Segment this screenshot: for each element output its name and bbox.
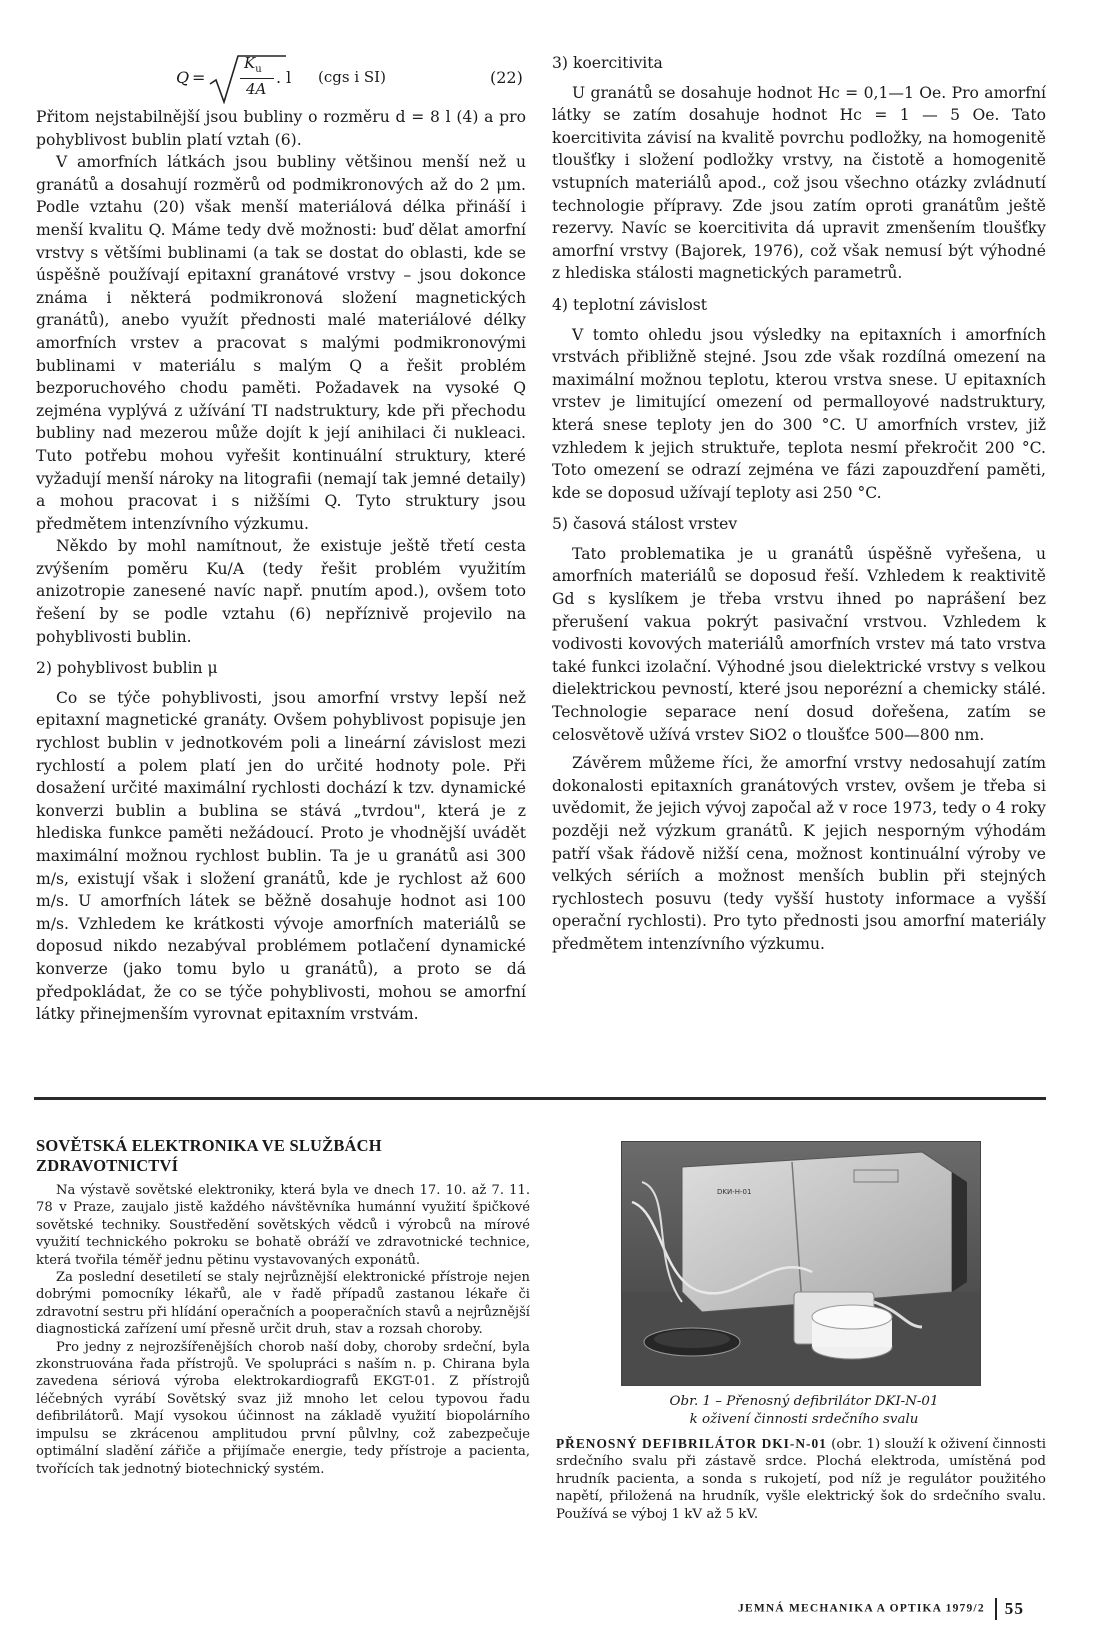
formula-denominator: 4A: [246, 80, 267, 98]
section-heading: 5) časová stálost vrstev: [552, 515, 738, 534]
paragraph: Někdo by mohl namítnout, že existuje ještě třetí cesta zvýšením poměru Ku/A (tedy řešit problém využitím anizotropie zanesené navíc např. pnutím apod.), ovšem toto řešení by se podle vztahu (6) nepříznivě projevilo na pohyblivosti bublin.: [36, 537, 526, 646]
formula-times-l: . l: [276, 68, 292, 87]
paragraph: V amorfních látkách jsou bubliny většinou menší než u granátů a dosahují rozměrů od podmikronových až do 2 μm. Podle vztahu (20) však menší materiálová délka přináší i menší kvalitu Q. Máme tedy dvě možnosti: buď dělat amorfní vrstvy s většími bublinami (a tak se dostat do oblasti, kde se úspěšně používají epitaxní granátové vrstvy – jsou dokonce známa i některá podmikronová složení magnetických granátů), anebo využít přednosti malé materiálové délky amorfních vrstev a pracovat s malými podmikronovými bublinami v materiálu s malým Q a řešit problém bezporuchového chodu paměti. Požadavek na vysoké Q zejména vyplývá z užívání TI nadstruktury, kde při přechodu bubliny nad mezerou může dojít k její anihilaci či nukleaci. Tuto potřebu mohou vyřešit kontinuální struktury, které vyžadují menší nároky na litografii (nemají tak jemné detaily) a mohou pracovat i s nižšími Q. Tyto struktury jsou předmětem intenzívního výzkumu.: [36, 153, 526, 533]
paragraph: U granátů se dosahuje hodnot Hc = 0,1—1 Oe. Pro amorfní látky se zatím dosahuje hodnot Hc = 1 — 5 Oe. Tato koercitivita závisí na kvalitě povrchu podložky, na homogenitě tloušťky i složení podložky vrstvy, na čistotě a homogenitě vstupních materiálů apod., což jsou všechno otázky zvládnutí technologie přípravy. Zde jsou zatím oproti granátům ještě rezervy. Navíc se koercitivita dá upravit zmenšením tloušťky amorfní vrstvy (Bajorek, 1976), což však nemusí být výhodné z hlediska stálosti magnetických parametrů.: [552, 83, 1046, 283]
formula-equals: =: [192, 68, 206, 87]
journal-name: JEMNÁ MECHANIKA A OPTIKA 1979/2: [738, 1602, 985, 1615]
figure-caption: [560, 1393, 1048, 1429]
paragraph: Přitom nejstabilnější jsou bubliny o rozměru d = 8 l (4) a pro pohyblivost bublin platí vztah (6).: [36, 108, 526, 149]
formula-units: (cgs i SI): [318, 68, 386, 86]
device-name: PŘENOSNÝ DEFIBRILÁTOR DKI-N-01: [556, 1436, 827, 1451]
paragraph: Za poslední desetiletí se staly nejrůznější elektronické přístroje nejen dobrými pomocníky lékařů, ale v řadě případů zastanou lékaře či zdravotní sestru při hlídání operačních a pooperačních stavů a nejrůznější diagnostická zařízení umí přesně určit druh, stav a rozsah choroby.: [36, 1270, 530, 1338]
paragraph: Na výstavě sovětské elektroniky, která byla ve dnech 17. 10. až 7. 11. 78 v Praze, zaujalo jistě každého návštěvníka humánní využití špičkové sovětské techniky. Soustředění sovětských vědců i výrobců na mírové využití technického pokroku se bohatě obráží ve zdravotnické technice, která tvořila téměř jednu pětinu vystavovaných exponátů.: [36, 1183, 530, 1268]
page-footer: [738, 1598, 1024, 1622]
left-column: [36, 106, 526, 1026]
caption-line: k oživení činnosti srdečního svalu: [689, 1412, 919, 1427]
paragraph: Pro jedny z nejrozšířenějších chorob naší doby, choroby srdeční, byla zkonstruována řada přístrojů. Ve spolupráci s naším n. p. Chirana byla zavedena sériová výroba elektrokardiografů EKGT-01. Z přístrojů léčebných vyrábí Sovětský svaz již mnoho let celou typovou řadu defibrilátorů. Mají vysokou účinnost na základě využití biopolárního impulsu se zkrácenou amplitudou první půlvlny, což zabezpečuje optimální sladění zářiče a přijímače energie, tedy přístroje a pacienta, tvořících tak jednotný biotechnický systém.: [36, 1339, 530, 1477]
formula-numerator: $K_u$: [244, 54, 262, 75]
formula-22: [36, 54, 526, 104]
paragraph: Tato problematika je u granátů úspěšně vyřešena, u amorfních materiálů se doposud řeší. Vzhledem k reaktivitě Gd s kyslíkem je třeba vrstvu ihned po naprášení bez přerušení vakua pokrýt pasivační vrstvou. Vzhledem k vodivosti kovových materiálů amorfních vrstev má tato vrstva také funkci izolační. Výhodné jsou dielektrické vrstvy s velkou dielektrickou pevností, které jsou neporézní a chemicky stálé. Technologie separace není dosud dořešena, zatím se celosvětově užívá vrstev SiO2 o tloušťce 500—800 nm.: [552, 544, 1046, 744]
defibrillator-description: [556, 1435, 1046, 1523]
footer-separator: [995, 1598, 997, 1620]
paragraph: Co se týče pohyblivosti, jsou amorfní vrstvy lepší než epitaxní magnetické granáty. Ovšem pohyblivost popisuje jen rychlost bublin v jednotkovém poli a lineární závislost mezi rychlostí a polem platí jen do určité hodnoty pole. Při dosažení určité maximální rychlosti dochází k tzv. dynamické konverzi bublin a bublina se stává „tvrdou", která je z hlediska funkce paměti nežádoucí. Proto je vhodnější uvádět maximální možnou rychlost bublin. Ta je u granátů asi 300 m/s, existují však i složení granátů, kde je rychlost až 600 m/s. U amorfních látek se běžně dosahuje hodnot asi 100 m/s. Vzhledem ke krátkosti vývoje amorfních materiálů se doposud nikdo nezabýval problémem potlačení dynamické konverze (jako tomu bylo u granátů), a proto se dá předpokládat, že co se týče pohyblivosti, mohou se amorfní látky přinejmenším vyrovnat epitaxním vrstvám.: [36, 688, 526, 1024]
section-heading: 3) koercitivita: [552, 54, 663, 72]
article-title-line: SOVĚTSKÁ ELEKTRONIKA VE SLUŽBÁCH: [36, 1136, 382, 1155]
section-heading: 2) pohyblivost bublin μ: [36, 659, 218, 678]
section-heading: 4) teplotní závislost: [552, 295, 708, 314]
equation-number: (22): [490, 68, 523, 87]
device-label: DKИ-Н-01: [717, 1188, 752, 1196]
right-column: [552, 52, 1046, 956]
device-text: (obr. 1) slouží k oživení činnosti srdečního svalu při zástavě srdce. Plochá elektroda, umístěná pod hrudník pacienta, a sonda s rukojetí, pod níž je regulátor použitého napětí, přiložená na hrudník, vyšle elektrický šok do srdečního svalu. Používá se výboj 1 kV až 5 kV.: [556, 1437, 1047, 1522]
article-title: [36, 1136, 476, 1176]
paragraph: V tomto ohledu jsou výsledky na epitaxních i amorfních vrstvách přibližně stejné. Jsou zde však rozdílná omezení na maximální možnou teplotu, kterou vrstva snese. U epitaxních vrstev je limitující omezení od permalloyové nadstruktury, která snese teploty jen do 300 °C. U amorfních vrstev, již vzhledem k jejich struktuře, teplota nesmí překročit 200 °C. Toto omezení se odrazí zejména ve fázi zapouzdření paměti, kde se doposud užívají teploty asi 250 °C.: [552, 325, 1046, 502]
section-divider: [34, 1097, 1046, 1100]
defibrillator-illustration: [622, 1142, 980, 1385]
formula-lhs: Q: [176, 68, 190, 87]
paragraph: Závěrem můžeme říci, že amorfní vrstvy nedosahují zatím dokonalosti epitaxních granátových vrstev, ovšem je třeba si uvědomit, že jejich vývoj započal až v roce 1973, tedy o 4 roky později než výzkum granátů. K jejich nesporným výhodám patří však řádově nižší cena, možnost kontinuální výroby ve velkých sériích a možnost menších bublin při stejných rychlostech posuvu (tedy vyšší hustoty informace a vyšší operační rychlosti). Pro tyto přednosti jsou amorfní materiály předmětem intenzívního výzkumu.: [552, 754, 1046, 953]
defibrillator-photo: [621, 1141, 981, 1386]
article-body: [36, 1182, 530, 1478]
page-number: 55: [1004, 1599, 1025, 1618]
fraction-bar: [240, 78, 274, 79]
caption-line: Obr. 1 – Přenosný defibrilátor DKI-N-01: [669, 1394, 939, 1409]
article-title-line: ZDRAVOTNICTVÍ: [36, 1156, 179, 1175]
